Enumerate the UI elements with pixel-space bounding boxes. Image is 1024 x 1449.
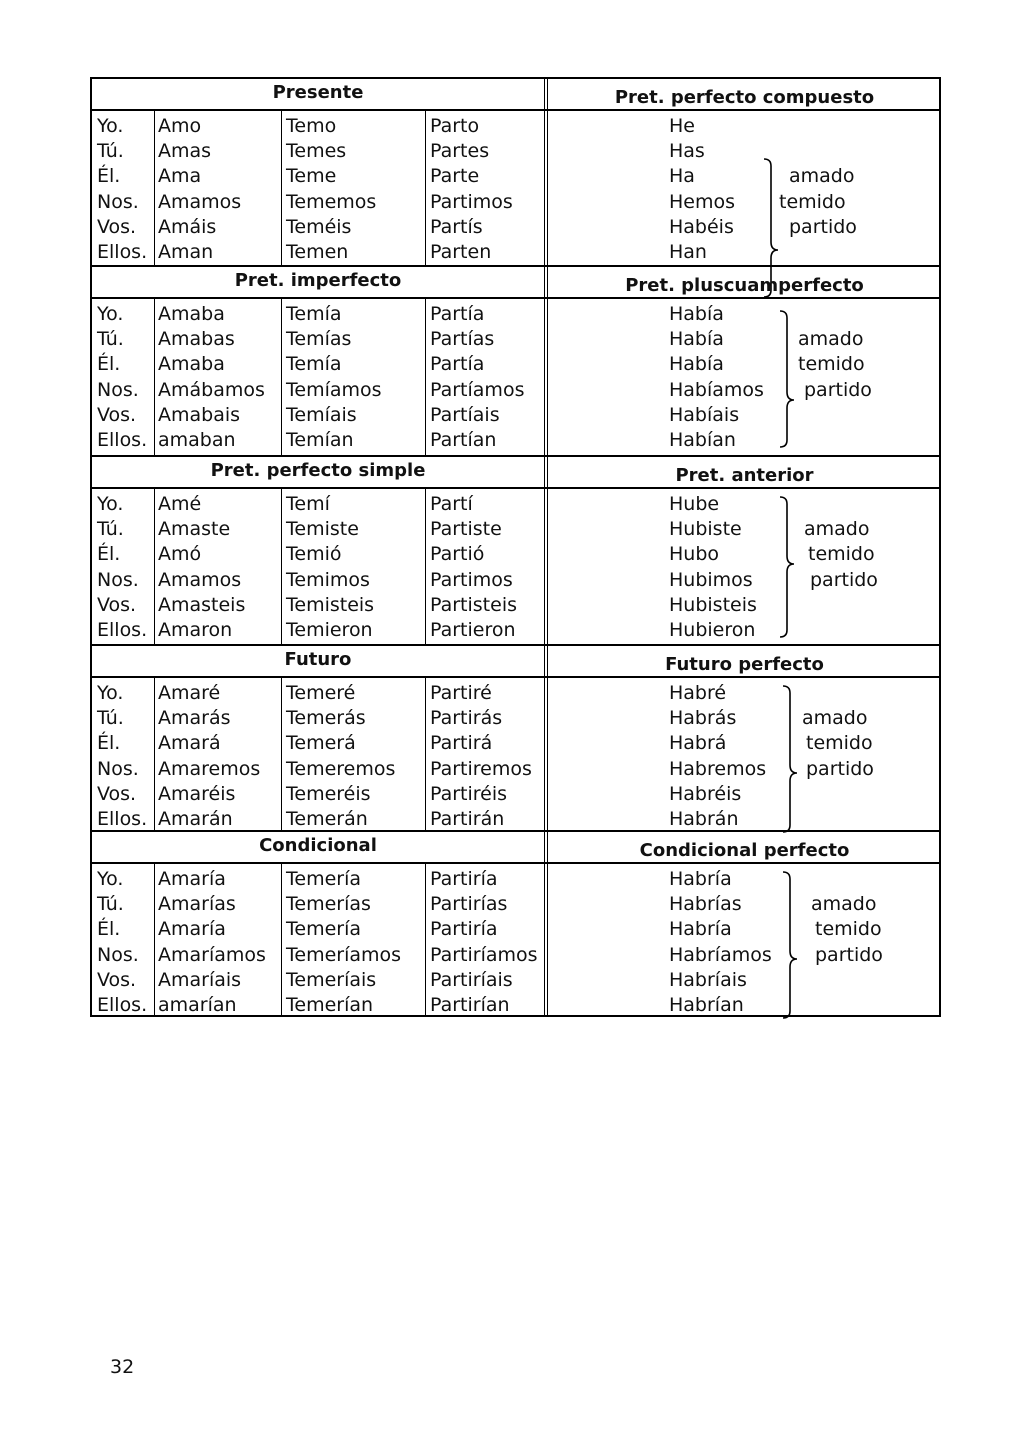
past-participle: temido <box>808 543 875 566</box>
ir-verb-form: Partía <box>430 303 485 325</box>
er-verb-form: Temerán <box>286 808 368 830</box>
er-verb-form: Tememos <box>286 190 377 213</box>
er-verb-form: Temía <box>286 353 342 376</box>
er-verb-form: Temías <box>286 328 352 351</box>
ar-verb-form: Amaréis <box>158 782 236 805</box>
conjugation-table <box>90 77 941 1017</box>
pronoun: Yo. <box>97 493 124 515</box>
pronoun: Vos. <box>97 782 137 805</box>
conjugation-row <box>92 867 939 892</box>
ir-verb-form: Partieron <box>430 619 516 641</box>
pronoun: Vos. <box>97 403 137 426</box>
ir-verb-form: Partía <box>430 353 485 376</box>
pronoun: Tú. <box>97 328 124 351</box>
pronoun: Yo. <box>97 115 124 137</box>
past-participle: temido <box>806 732 873 755</box>
auxiliary-verb: Hubo <box>669 543 720 566</box>
auxiliary-verb: Habré <box>669 682 727 704</box>
ir-verb-form: Parte <box>430 165 480 188</box>
ar-verb-form: Amabas <box>158 328 235 351</box>
tense-section <box>92 457 939 646</box>
section-header <box>92 832 939 864</box>
er-verb-form: Temes <box>286 140 347 163</box>
section-header <box>92 457 939 489</box>
section-header <box>92 646 939 678</box>
er-verb-form: Temerá <box>286 732 356 755</box>
ar-verb-form: Amas <box>158 140 212 163</box>
ir-verb-form: Partió <box>430 543 485 566</box>
ar-verb-form: Amarías <box>158 893 236 916</box>
past-participle: amado <box>798 328 864 351</box>
auxiliary-verb: Habréis <box>669 782 742 805</box>
pronoun: Él. <box>97 918 121 941</box>
auxiliary-verb: Hubisteis <box>669 593 757 616</box>
past-participle: temido <box>815 918 882 941</box>
er-verb-form: Temieron <box>286 619 373 641</box>
ar-verb-form: Amaré <box>158 682 221 704</box>
auxiliary-verb: Habían <box>669 429 736 451</box>
auxiliary-verb: Ha <box>669 165 695 188</box>
compound-tense-title: Pret. pluscuamperfecto <box>625 275 864 296</box>
ar-verb-form: amaban <box>158 429 236 451</box>
simple-tense-title: Pret. imperfecto <box>234 270 402 291</box>
simple-tense-title: Futuro <box>284 649 352 670</box>
ar-verb-form: Amo <box>158 115 202 137</box>
ar-verb-form: Amarás <box>158 707 231 730</box>
pronoun: Yo. <box>97 868 124 890</box>
auxiliary-verb: Hubimos <box>669 568 753 591</box>
ir-verb-form: Parten <box>430 241 492 263</box>
section-header <box>92 267 939 299</box>
past-participle: partido <box>804 378 872 401</box>
compound-tense-title: Futuro perfecto <box>665 654 824 675</box>
page-number: 32 <box>110 1356 135 1378</box>
ar-verb-form: Ama <box>158 165 202 188</box>
right-brace-icon <box>778 496 802 638</box>
auxiliary-verb: Habría <box>669 868 732 890</box>
auxiliary-verb: Habría <box>669 918 732 941</box>
auxiliary-verb: Habrá <box>669 732 727 755</box>
pronoun: Tú. <box>97 140 124 163</box>
auxiliary-verb: Habéis <box>669 215 734 238</box>
past-participle: partido <box>810 568 878 591</box>
auxiliary-verb: Había <box>669 328 724 351</box>
auxiliary-verb: Habrías <box>669 893 742 916</box>
past-participle: partido <box>806 757 874 780</box>
ar-verb-form: amarían <box>158 994 237 1016</box>
auxiliary-verb: Habríamos <box>669 943 772 966</box>
ar-verb-form: Amaremos <box>158 757 261 780</box>
simple-tense-title: Condicional <box>259 835 377 856</box>
ir-verb-form: Parto <box>430 115 480 137</box>
conjugation-row <box>92 593 939 618</box>
er-verb-form: Temía <box>286 303 342 325</box>
simple-tense-title: Pret. perfecto simple <box>210 460 426 481</box>
ir-verb-form: Partiste <box>430 518 502 541</box>
auxiliary-verb: Hemos <box>669 190 736 213</box>
er-verb-form: Temimos <box>286 568 370 591</box>
ir-verb-form: Partiríamos <box>430 943 538 966</box>
ar-verb-form: Amábamos <box>158 378 265 401</box>
ar-verb-form: Amará <box>158 732 221 755</box>
pronoun: Yo. <box>97 303 124 325</box>
conjugation-row <box>92 917 939 942</box>
conjugation-row <box>92 403 939 428</box>
er-verb-form: Teme <box>286 165 337 188</box>
er-verb-form: Temen <box>286 241 349 263</box>
ar-verb-form: Amamos <box>158 190 242 213</box>
er-verb-form: Temerías <box>286 893 371 916</box>
pronoun: Yo. <box>97 682 124 704</box>
past-participle: temido <box>779 190 846 213</box>
conjugation-row <box>92 681 939 706</box>
ir-verb-form: Partimos <box>430 568 513 591</box>
pronoun: Él. <box>97 543 121 566</box>
er-verb-form: Temo <box>286 115 337 137</box>
ir-verb-form: Partiré <box>430 682 492 704</box>
past-participle: amado <box>804 518 870 541</box>
ar-verb-form: Amaste <box>158 518 231 541</box>
er-verb-form: Temiste <box>286 518 359 541</box>
ir-verb-form: Partirás <box>430 707 503 730</box>
past-participle: partido <box>815 943 883 966</box>
pronoun: Vos. <box>97 215 137 238</box>
er-verb-form: Temeré <box>286 682 356 704</box>
auxiliary-verb: He <box>669 115 695 137</box>
er-verb-form: Temeréis <box>286 782 371 805</box>
conjugation-row <box>92 114 939 139</box>
auxiliary-verb: Habrían <box>669 994 744 1016</box>
ir-verb-form: Partiremos <box>430 757 532 780</box>
auxiliary-verb: Habríais <box>669 968 747 991</box>
ir-verb-form: Partiría <box>430 868 498 890</box>
pronoun: Vos. <box>97 593 137 616</box>
pronoun: Nos. <box>97 568 139 591</box>
ar-verb-form: Amó <box>158 543 202 566</box>
er-verb-form: Temeríais <box>286 968 377 991</box>
er-verb-form: Temerás <box>286 707 366 730</box>
auxiliary-verb: Has <box>669 140 705 163</box>
conjugation-row <box>92 492 939 517</box>
auxiliary-verb: Han <box>669 241 707 263</box>
er-verb-form: Teméis <box>286 215 352 238</box>
pronoun: Nos. <box>97 190 139 213</box>
ir-verb-form: Partirían <box>430 994 510 1016</box>
er-verb-form: Temí <box>286 493 330 515</box>
auxiliary-verb: Habremos <box>669 757 767 780</box>
ar-verb-form: Amaron <box>158 619 233 641</box>
tense-section <box>92 646 939 832</box>
ir-verb-form: Partimos <box>430 190 513 213</box>
conjugation-row <box>92 968 939 993</box>
er-verb-form: Temió <box>286 543 342 566</box>
past-participle: temido <box>798 353 865 376</box>
past-participle: amado <box>811 893 877 916</box>
ar-verb-form: Amaba <box>158 303 225 325</box>
ir-verb-form: Partirán <box>430 808 505 830</box>
ar-verb-form: Amasteis <box>158 593 246 616</box>
conjugation-row <box>92 428 939 453</box>
tense-section <box>92 79 939 267</box>
ir-verb-form: Partís <box>430 215 483 238</box>
pronoun: Nos. <box>97 378 139 401</box>
er-verb-form: Temíamos <box>286 378 382 401</box>
pronoun: Él. <box>97 732 121 755</box>
ir-verb-form: Partían <box>430 429 497 451</box>
er-verb-form: Temería <box>286 868 361 890</box>
pronoun: Tú. <box>97 518 124 541</box>
auxiliary-verb: Hube <box>669 493 720 515</box>
conjugation-row <box>92 782 939 807</box>
ar-verb-form: Amaba <box>158 353 225 376</box>
compound-tense-title: Condicional perfecto <box>639 840 850 861</box>
conjugation-row <box>92 993 939 1018</box>
ir-verb-form: Partiríais <box>430 968 513 991</box>
ir-verb-form: Partíamos <box>430 378 525 401</box>
section-header <box>92 79 939 111</box>
ar-verb-form: Aman <box>158 241 214 263</box>
ir-verb-form: Partirías <box>430 893 508 916</box>
pronoun: Ellos. <box>97 808 148 830</box>
auxiliary-verb: Habrás <box>669 707 737 730</box>
pronoun: Ellos. <box>97 429 148 451</box>
tense-section <box>92 832 939 1017</box>
ir-verb-form: Partirá <box>430 732 493 755</box>
conjugation-row <box>92 139 939 164</box>
ir-verb-form: Partíais <box>430 403 500 426</box>
ir-verb-form: Partes <box>430 140 490 163</box>
pronoun: Vos. <box>97 968 137 991</box>
auxiliary-verb: Había <box>669 303 724 325</box>
er-verb-form: Temíais <box>286 403 357 426</box>
ar-verb-form: Amamos <box>158 568 242 591</box>
pronoun: Él. <box>97 165 121 188</box>
compound-tense-title: Pret. perfecto compuesto <box>614 87 875 108</box>
pronoun: Nos. <box>97 943 139 966</box>
past-participle: amado <box>802 707 868 730</box>
ar-verb-form: Amarán <box>158 808 233 830</box>
pronoun: Ellos. <box>97 994 148 1016</box>
auxiliary-verb: Habíais <box>669 403 740 426</box>
ir-verb-form: Partiría <box>430 918 498 941</box>
compound-tense-title: Pret. anterior <box>675 465 814 486</box>
conjugation-row <box>92 943 939 968</box>
pronoun: Nos. <box>97 757 139 780</box>
past-participle: partido <box>789 215 857 238</box>
er-verb-form: Temeríamos <box>286 943 402 966</box>
er-verb-form: Temería <box>286 918 361 941</box>
right-brace-icon <box>781 871 805 1019</box>
ar-verb-form: Amé <box>158 493 202 515</box>
auxiliary-verb: Había <box>669 353 724 376</box>
ar-verb-form: Amaríamos <box>158 943 266 966</box>
ar-verb-form: Amáis <box>158 215 217 238</box>
ar-verb-form: Amaría <box>158 868 226 890</box>
auxiliary-verb: Hubiste <box>669 518 742 541</box>
ir-verb-form: Partías <box>430 328 495 351</box>
ar-verb-form: Amabais <box>158 403 241 426</box>
conjugation-row <box>92 302 939 327</box>
ar-verb-form: Amaría <box>158 918 226 941</box>
conjugation-row <box>92 240 939 265</box>
er-verb-form: Temeremos <box>286 757 396 780</box>
conjugation-row <box>92 618 939 643</box>
past-participle: amado <box>789 165 855 188</box>
pronoun: Ellos. <box>97 619 148 641</box>
er-verb-form: Temisteis <box>286 593 375 616</box>
pronoun: Ellos. <box>97 241 148 263</box>
simple-tense-title: Presente <box>272 82 364 103</box>
er-verb-form: Temían <box>286 429 354 451</box>
auxiliary-verb: Habrán <box>669 808 739 830</box>
ir-verb-form: Partí <box>430 493 473 515</box>
auxiliary-verb: Habíamos <box>669 378 764 401</box>
pronoun: Tú. <box>97 893 124 916</box>
ir-verb-form: Partiréis <box>430 782 508 805</box>
conjugation-row <box>92 807 939 832</box>
tense-section <box>92 267 939 457</box>
auxiliary-verb: Hubieron <box>669 619 756 641</box>
pronoun: Tú. <box>97 707 124 730</box>
pronoun: Él. <box>97 353 121 376</box>
er-verb-form: Temerían <box>286 994 374 1016</box>
ir-verb-form: Partisteis <box>430 593 518 616</box>
ar-verb-form: Amaríais <box>158 968 242 991</box>
